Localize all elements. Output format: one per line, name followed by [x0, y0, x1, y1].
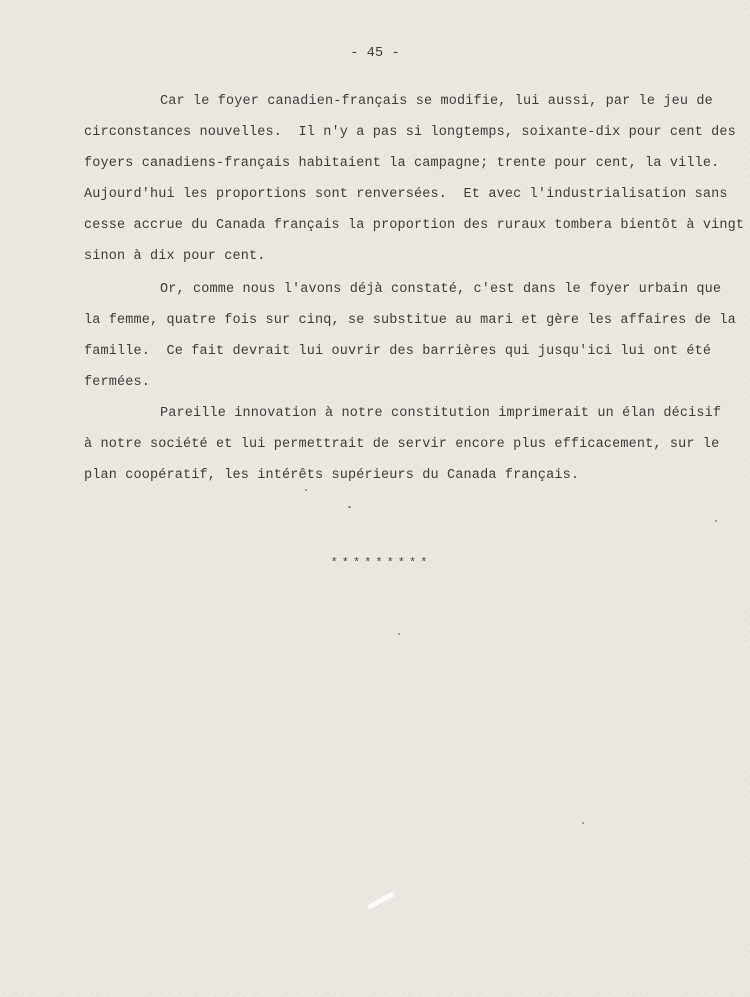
- text-line: famille. Ce fait devrait lui ouvrir des barrières qui jusqu'ici lui ont été: [84, 344, 712, 359]
- paper-speck: [305, 489, 307, 491]
- text-line: à notre société et lui permettrait de servir encore plus efficacement, sur le: [84, 437, 720, 452]
- paper-speck: [715, 520, 717, 522]
- text-line: cesse accrue du Canada français la proportion des ruraux tombera bientôt à vingt: [84, 218, 745, 233]
- text-line: Aujourd'hui les proportions sont renversées. Et avec l'industrialisation sans: [84, 187, 728, 202]
- paragraph-2: [84, 274, 736, 398]
- paper-speck: [398, 633, 400, 635]
- asterisk-separator: *********: [330, 556, 432, 570]
- text-line: plan coopératif, les intérêts supérieurs du Canada français.: [84, 468, 580, 483]
- text-line: Pareille innovation à notre constitution imprimerait un élan décisif: [160, 406, 722, 421]
- text-line: circonstances nouvelles. Il n'y a pas si longtemps, soixante-dix pour cent des: [84, 125, 736, 140]
- text-line: la femme, quatre fois sur cinq, se substitue au mari et gère les affaires de la: [84, 313, 736, 328]
- paper-speck: [348, 506, 351, 508]
- paragraph-1: [84, 86, 745, 272]
- paper-glare: [367, 891, 396, 909]
- text-line: Car le foyer canadien-français se modifie, lui aussi, par le jeu de: [160, 94, 713, 109]
- paragraph-3: [84, 398, 722, 491]
- text-line: sinon à dix pour cent.: [84, 249, 266, 264]
- page-number: - 45 -: [350, 46, 400, 61]
- paper-speck: [582, 822, 584, 824]
- text-line: Or, comme nous l'avons déjà constaté, c'est dans le foyer urbain que: [160, 282, 722, 297]
- text-line: fermées.: [84, 375, 151, 390]
- text-line: foyers canadiens-français habitaient la campagne; trente pour cent, la ville.: [84, 156, 720, 171]
